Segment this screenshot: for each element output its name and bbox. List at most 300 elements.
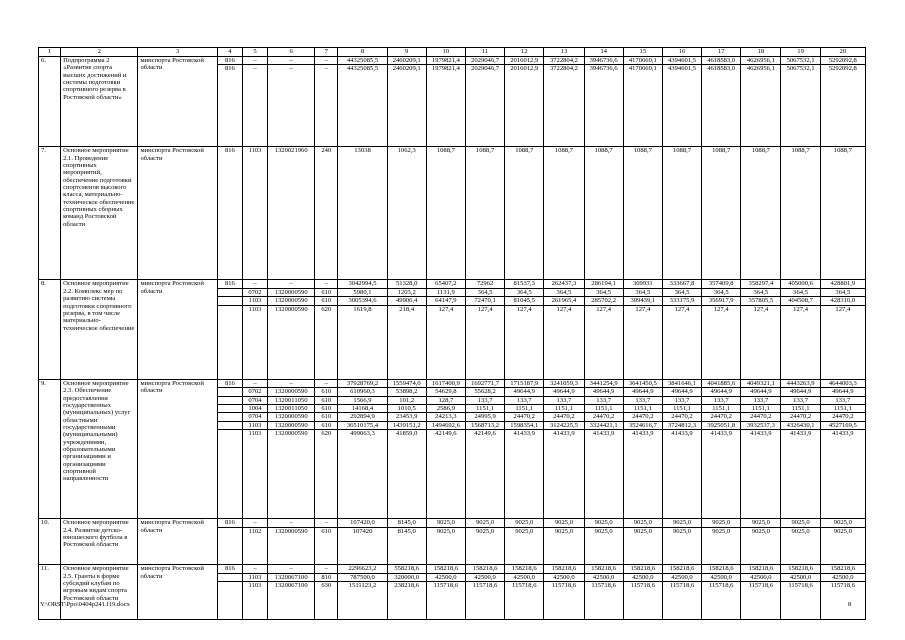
value-cell: 4618583,0 bbox=[702, 57, 741, 65]
value-cell bbox=[217, 288, 242, 296]
value-cell: 1088,7 bbox=[662, 147, 701, 280]
value-cell: 127,4 bbox=[781, 305, 820, 380]
value-cell: 5067532,1 bbox=[781, 57, 820, 65]
value-cell: 3124225,5 bbox=[544, 421, 584, 429]
value-cell: 1062,3 bbox=[387, 147, 426, 280]
value-cell: 3946736,6 bbox=[584, 65, 623, 147]
value-cell: 55628,2 bbox=[465, 388, 504, 396]
value-cell: 158218,6 bbox=[426, 565, 465, 573]
value-cell: 9025,0 bbox=[702, 527, 741, 565]
executor-cell: минспорта Ростовской области bbox=[138, 57, 217, 147]
value-cell: 42500,0 bbox=[426, 573, 465, 581]
value-cell: – bbox=[268, 565, 315, 573]
row-number-cell: 10. bbox=[39, 519, 61, 565]
value-cell: 81045,5 bbox=[505, 297, 544, 305]
value-cell: 816 bbox=[217, 519, 242, 527]
value-cell: 127,4 bbox=[426, 305, 465, 380]
value-cell: 24470,2 bbox=[741, 413, 781, 421]
value-cell: 9025,0 bbox=[820, 519, 865, 527]
value-cell: 1511123,2 bbox=[338, 582, 387, 620]
value-cell: 816 bbox=[217, 380, 242, 388]
value-cell: 72962 bbox=[465, 280, 504, 288]
value-cell: 1320021960 bbox=[268, 147, 315, 280]
value-cell: 364,5 bbox=[662, 288, 701, 296]
value-cell: 1320000590 bbox=[268, 527, 315, 565]
value-cell: 9025,0 bbox=[702, 519, 741, 527]
value-cell: 41433,9 bbox=[741, 430, 781, 519]
value-cell: 1103 bbox=[242, 573, 267, 581]
value-cell: 1320000590 bbox=[268, 430, 315, 519]
value-cell: 1559474,0 bbox=[387, 380, 426, 388]
value-cell: 404508,7 bbox=[781, 297, 820, 305]
value-cell: 1151,1 bbox=[544, 405, 584, 413]
program-name-cell: Основное мероприятие 2.1. Проведение спортивных мероприятий, обеспечение подготовки спортсменов высокого класса, материально-техническое обеспечение спортивных сборных команд Ростовской области bbox=[61, 147, 138, 280]
value-cell: 3724812,3 bbox=[662, 421, 701, 429]
value-cell: 9025,0 bbox=[505, 527, 544, 565]
value-cell: 240 bbox=[315, 147, 338, 280]
value-cell: 364,5 bbox=[465, 288, 504, 296]
value-cell: 115718,6 bbox=[465, 582, 504, 620]
program-name-cell: Подпрограмма 2 «Развитие спорта высших достижений и системы подготовки спортивного резерва в Ростовской области» bbox=[61, 57, 138, 147]
value-cell: 24470,2 bbox=[662, 413, 701, 421]
value-cell: 115718,6 bbox=[741, 582, 781, 620]
value-cell: 1151,1 bbox=[584, 405, 623, 413]
value-cell: 1004 bbox=[242, 405, 267, 413]
budget-table-sheet bbox=[38, 47, 866, 620]
value-cell bbox=[217, 413, 242, 421]
value-cell: 24470,2 bbox=[584, 413, 623, 421]
value-cell: 9025,0 bbox=[584, 527, 623, 565]
value-cell: 816 bbox=[217, 57, 242, 65]
value-cell: 42149,6 bbox=[426, 430, 465, 519]
value-cell: 1151,1 bbox=[781, 405, 820, 413]
value-cell: 816 bbox=[217, 65, 242, 147]
value-cell: – bbox=[242, 565, 267, 573]
value-cell: 238218,6 bbox=[387, 582, 426, 620]
value-cell: 320000,0 bbox=[387, 573, 426, 581]
value-cell: 115718,6 bbox=[662, 582, 701, 620]
value-cell: 3641450,5 bbox=[623, 380, 662, 388]
value-cell: 127,4 bbox=[662, 305, 701, 380]
value-cell: 2029046,7 bbox=[465, 57, 504, 65]
value-cell: 49644,9 bbox=[623, 388, 662, 396]
value-cell: 41433,9 bbox=[505, 430, 544, 519]
executor-cell: минспорта Ростовской области bbox=[138, 519, 217, 565]
value-cell: 558218,6 bbox=[387, 565, 426, 573]
value-cell: 133,7 bbox=[702, 396, 741, 404]
value-cell: 9025,0 bbox=[820, 527, 865, 565]
value-cell: 1617400,9 bbox=[426, 380, 465, 388]
value-cell: 133,7 bbox=[662, 396, 701, 404]
value-cell: 133,7 bbox=[781, 396, 820, 404]
value-cell: 127,4 bbox=[505, 305, 544, 380]
value-cell: 158218,6 bbox=[781, 565, 820, 573]
value-cell: 9025,0 bbox=[505, 519, 544, 527]
value-cell: 610 bbox=[315, 297, 338, 305]
value-cell: – bbox=[268, 280, 315, 288]
value-cell: 49906,4 bbox=[387, 297, 426, 305]
value-cell: 42500,0 bbox=[820, 573, 865, 581]
value-cell: 158218,6 bbox=[662, 565, 701, 573]
value-cell: 5980,1 bbox=[338, 288, 387, 296]
value-cell: 9025,0 bbox=[584, 519, 623, 527]
executor-cell: минспорта Ростовской области bbox=[138, 380, 217, 519]
value-cell bbox=[217, 582, 242, 620]
value-cell: 41433,9 bbox=[584, 430, 623, 519]
value-cell: 1320067100 bbox=[268, 582, 315, 620]
value-cell: 309439,1 bbox=[623, 297, 662, 305]
value-cell: 358297,4 bbox=[741, 280, 781, 288]
table-row bbox=[39, 519, 866, 527]
value-cell: – bbox=[315, 380, 338, 388]
value-cell: 42500,0 bbox=[584, 573, 623, 581]
value-cell: 81537,3 bbox=[505, 280, 544, 288]
value-cell: 364,5 bbox=[505, 288, 544, 296]
value-cell: 620 bbox=[315, 430, 338, 519]
value-cell: 9025,0 bbox=[544, 527, 584, 565]
value-cell: – bbox=[315, 280, 338, 288]
value-cell: 356917,9 bbox=[702, 297, 741, 305]
value-cell: 1715187,9 bbox=[505, 380, 544, 388]
value-cell: 42500,0 bbox=[702, 573, 741, 581]
value-cell: 5067532,1 bbox=[781, 65, 820, 147]
value-cell: 1979821,4 bbox=[426, 57, 465, 65]
value-cell: 3722804,2 bbox=[544, 65, 584, 147]
value-cell: 610 bbox=[315, 421, 338, 429]
value-cell: 610 bbox=[315, 527, 338, 565]
value-cell: 499063,3 bbox=[338, 430, 387, 519]
value-cell: 1203,2 bbox=[387, 288, 426, 296]
value-cell: 0704 bbox=[242, 413, 267, 421]
column-number-cell: 15 bbox=[623, 48, 662, 57]
executor-cell: минспорта Ростовской области bbox=[138, 280, 217, 380]
value-cell: – bbox=[315, 65, 338, 147]
value-cell: 816 bbox=[217, 280, 242, 288]
value-cell: 1103 bbox=[242, 147, 267, 280]
value-cell: 1320000590 bbox=[268, 413, 315, 421]
value-cell: 42500,0 bbox=[781, 573, 820, 581]
value-cell: 158218,6 bbox=[741, 565, 781, 573]
column-number-cell: 9 bbox=[387, 48, 426, 57]
column-number-cell: 17 bbox=[702, 48, 741, 57]
column-number-cell: 10 bbox=[426, 48, 465, 57]
value-cell: – bbox=[242, 280, 267, 288]
value-cell: 1619,8 bbox=[338, 305, 387, 380]
program-name-cell: Основное мероприятие 2.2. Комплекс мер по развитию системы подготовки спортивного резерва, в том числе материально-техническое обеспечение bbox=[61, 280, 138, 380]
budget-table bbox=[38, 47, 866, 620]
value-cell: 133,7 bbox=[465, 396, 504, 404]
value-cell: 9025,0 bbox=[741, 527, 781, 565]
value-cell: 610 bbox=[315, 396, 338, 404]
value-cell: 4170669,1 bbox=[623, 65, 662, 147]
value-cell: – bbox=[268, 57, 315, 65]
value-cell: 333175,9 bbox=[662, 297, 701, 305]
column-number-cell: 14 bbox=[584, 48, 623, 57]
value-cell: 115718,6 bbox=[781, 582, 820, 620]
value-cell: 1010,5 bbox=[387, 405, 426, 413]
value-cell: 620 bbox=[315, 305, 338, 380]
value-cell: – bbox=[242, 57, 267, 65]
column-number-cell: 7 bbox=[315, 48, 338, 57]
value-cell: 4527169,5 bbox=[820, 421, 865, 429]
value-cell: 1088,7 bbox=[584, 147, 623, 280]
value-cell: – bbox=[268, 65, 315, 147]
column-number-cell: 16 bbox=[662, 48, 701, 57]
value-cell: 128,7 bbox=[426, 396, 465, 404]
program-name-cell: Основное мероприятие 2.5. Гранты в форме субсидий клубам по игровым видам спорта Ростовской области bbox=[61, 565, 138, 619]
value-cell: 65407,2 bbox=[426, 280, 465, 288]
executor-cell: минспорта Ростовской области bbox=[138, 565, 217, 619]
value-cell: 1566,9 bbox=[338, 396, 387, 404]
value-cell: 41433,9 bbox=[702, 430, 741, 519]
value-cell: 292894,9 bbox=[338, 413, 387, 421]
value-cell: 41433,9 bbox=[781, 430, 820, 519]
value-cell: 14168,4 bbox=[338, 405, 387, 413]
value-cell: 1088,7 bbox=[702, 147, 741, 280]
value-cell: 357805,5 bbox=[741, 297, 781, 305]
value-cell: 1320000590 bbox=[268, 297, 315, 305]
value-cell: 1151,1 bbox=[662, 405, 701, 413]
value-cell: 49644,9 bbox=[702, 388, 741, 396]
value-cell: 364,5 bbox=[544, 288, 584, 296]
value-cell: 1320000590 bbox=[268, 388, 315, 396]
value-cell: 610 bbox=[315, 288, 338, 296]
value-cell: 1320000590 bbox=[268, 288, 315, 296]
value-cell: 610 bbox=[315, 388, 338, 396]
value-cell: 42500,0 bbox=[465, 573, 504, 581]
value-cell: 810 bbox=[315, 573, 338, 581]
value-cell: 1151,1 bbox=[505, 405, 544, 413]
value-cell: 107420,0 bbox=[338, 519, 387, 527]
value-cell: 309931 bbox=[623, 280, 662, 288]
value-cell: 4170669,1 bbox=[623, 57, 662, 65]
table-body bbox=[39, 48, 866, 620]
value-cell: 158218,6 bbox=[820, 565, 865, 573]
value-cell: 133,7 bbox=[544, 396, 584, 404]
value-cell: – bbox=[268, 380, 315, 388]
program-name-cell: Основное мероприятие 2.4. Развитие детско-юношеского футбола в Ростовской области bbox=[61, 519, 138, 565]
value-cell: 64147,9 bbox=[426, 297, 465, 305]
value-cell: 333667,8 bbox=[662, 280, 701, 288]
column-number-cell: 18 bbox=[741, 48, 781, 57]
program-name-cell: Основное мероприятие 2.3. Обеспечение предоставления государственных (муниципальных) услуг областными государственными (муниципальными) учреждениями, образовательными организациями и организациями спортивной направленности bbox=[61, 380, 138, 519]
row-number-cell: 8. bbox=[39, 280, 61, 380]
value-cell: 3005394,6 bbox=[338, 297, 387, 305]
value-cell: 41433,9 bbox=[820, 430, 865, 519]
value-cell: 610 bbox=[315, 413, 338, 421]
value-cell: 24470,2 bbox=[623, 413, 662, 421]
column-number-cell: 2 bbox=[61, 48, 138, 57]
value-cell: 24470,2 bbox=[820, 413, 865, 421]
page-number: 8 bbox=[848, 601, 852, 608]
value-cell: 610 bbox=[315, 405, 338, 413]
value-cell: 1131,9 bbox=[426, 288, 465, 296]
value-cell bbox=[217, 305, 242, 380]
value-cell: 115718,6 bbox=[820, 582, 865, 620]
value-cell: 49644,9 bbox=[662, 388, 701, 396]
value-cell: 41859,0 bbox=[387, 430, 426, 519]
table-row bbox=[39, 280, 866, 288]
value-cell: 2460209,1 bbox=[387, 65, 426, 147]
value-cell: 364,5 bbox=[702, 288, 741, 296]
value-cell: 41433,9 bbox=[623, 430, 662, 519]
value-cell: 115718,6 bbox=[544, 582, 584, 620]
value-cell: 0702 bbox=[242, 388, 267, 396]
value-cell: 9025,0 bbox=[623, 519, 662, 527]
value-cell: 816 bbox=[217, 147, 242, 280]
value-cell: 3042994,5 bbox=[338, 280, 387, 288]
value-cell: 1088,7 bbox=[623, 147, 662, 280]
value-cell: 23453,9 bbox=[387, 413, 426, 421]
column-number-cell: 3 bbox=[138, 48, 217, 57]
value-cell: 158218,6 bbox=[465, 565, 504, 573]
value-cell: 262437,3 bbox=[544, 280, 584, 288]
value-cell: 1151,1 bbox=[465, 405, 504, 413]
value-cell: 42500,0 bbox=[544, 573, 584, 581]
value-cell bbox=[217, 430, 242, 519]
value-cell: 1692771,7 bbox=[465, 380, 504, 388]
value-cell: 42500,0 bbox=[623, 573, 662, 581]
value-cell: 49644,9 bbox=[505, 388, 544, 396]
value-cell: 1103 bbox=[242, 421, 267, 429]
value-cell: 1439151,2 bbox=[387, 421, 426, 429]
table-row bbox=[39, 565, 866, 573]
value-cell: 53898,2 bbox=[387, 388, 426, 396]
value-cell: 261965,4 bbox=[544, 297, 584, 305]
value-cell: 1103 bbox=[242, 297, 267, 305]
value-cell: 816 bbox=[217, 565, 242, 573]
value-cell: 115718,6 bbox=[702, 582, 741, 620]
value-cell: 3324421,1 bbox=[584, 421, 623, 429]
value-cell: 127,4 bbox=[584, 305, 623, 380]
value-cell: 37928769,2 bbox=[338, 380, 387, 388]
value-cell: – bbox=[268, 519, 315, 527]
value-cell: 428310,0 bbox=[820, 297, 865, 305]
column-number-cell: 1 bbox=[39, 48, 61, 57]
value-cell: 1088,7 bbox=[465, 147, 504, 280]
value-cell: 9025,0 bbox=[426, 519, 465, 527]
value-cell: – bbox=[315, 519, 338, 527]
value-cell: 1088,7 bbox=[505, 147, 544, 280]
value-cell: 4041885,6 bbox=[702, 380, 741, 388]
value-cell: 158218,6 bbox=[702, 565, 741, 573]
value-cell: 1102 bbox=[242, 527, 267, 565]
value-cell bbox=[217, 527, 242, 565]
value-cell: 1088,7 bbox=[781, 147, 820, 280]
value-cell: 3841646,1 bbox=[662, 380, 701, 388]
value-cell: 127,4 bbox=[820, 305, 865, 380]
value-cell: 9025,0 bbox=[426, 527, 465, 565]
value-cell: 1320011050 bbox=[268, 405, 315, 413]
value-cell: 3722804,2 bbox=[544, 57, 584, 65]
value-cell: 5292092,8 bbox=[820, 65, 865, 147]
value-cell: 13038 bbox=[338, 147, 387, 280]
value-cell: 24470,2 bbox=[544, 413, 584, 421]
value-cell: 127,4 bbox=[465, 305, 504, 380]
value-cell: – bbox=[242, 65, 267, 147]
value-cell: 49644,9 bbox=[741, 388, 781, 396]
value-cell: 4394601,5 bbox=[662, 57, 701, 65]
value-cell bbox=[217, 297, 242, 305]
column-number-cell: 12 bbox=[505, 48, 544, 57]
value-cell: 4049321,1 bbox=[741, 380, 781, 388]
value-cell: 49644,9 bbox=[781, 388, 820, 396]
value-cell bbox=[217, 388, 242, 396]
column-number-cell: 19 bbox=[781, 48, 820, 57]
value-cell: 3441254,9 bbox=[584, 380, 623, 388]
value-cell: 364,5 bbox=[820, 288, 865, 296]
value-cell: 2296623,2 bbox=[338, 565, 387, 573]
value-cell: 9025,0 bbox=[623, 527, 662, 565]
value-cell: 133,7 bbox=[741, 396, 781, 404]
value-cell: 9025,0 bbox=[465, 519, 504, 527]
value-cell: 0702 bbox=[242, 288, 267, 296]
value-cell: 8145,0 bbox=[387, 527, 426, 565]
value-cell: 36510175,4 bbox=[338, 421, 387, 429]
value-cell: – bbox=[315, 565, 338, 573]
value-cell: 4626956,1 bbox=[741, 57, 781, 65]
value-cell: 24213,3 bbox=[426, 413, 465, 421]
row-number-cell: 7. bbox=[39, 147, 61, 280]
value-cell: 9025,0 bbox=[662, 527, 701, 565]
value-cell: 1979821,4 bbox=[426, 65, 465, 147]
value-cell: 158218,6 bbox=[505, 565, 544, 573]
value-cell: 42500,0 bbox=[505, 573, 544, 581]
row-number-cell: 6. bbox=[39, 57, 61, 147]
table-row bbox=[39, 380, 866, 388]
value-cell: 24470,2 bbox=[781, 413, 820, 421]
value-cell: 9025,0 bbox=[662, 519, 701, 527]
value-cell: 1568713,2 bbox=[465, 421, 504, 429]
value-cell: 1494692,6 bbox=[426, 421, 465, 429]
value-cell: 364,5 bbox=[741, 288, 781, 296]
value-cell: 4326430,1 bbox=[781, 421, 820, 429]
value-cell: 1103 bbox=[242, 582, 267, 620]
value-cell: – bbox=[315, 57, 338, 65]
value-cell: 1320000590 bbox=[268, 421, 315, 429]
value-cell: – bbox=[242, 519, 267, 527]
column-number-cell: 6 bbox=[268, 48, 315, 57]
value-cell: 2586,9 bbox=[426, 405, 465, 413]
footer-file-path: Y:\ORST\Ppo\0404p241.f19.docx bbox=[40, 601, 130, 608]
value-cell: 4394601,5 bbox=[662, 65, 701, 147]
value-cell: 1151,1 bbox=[820, 405, 865, 413]
column-number-cell: 20 bbox=[820, 48, 865, 57]
value-cell: 54629,8 bbox=[426, 388, 465, 396]
value-cell: 9025,0 bbox=[544, 519, 584, 527]
value-cell: 49644,9 bbox=[820, 388, 865, 396]
value-cell: 44325085,5 bbox=[338, 57, 387, 65]
value-cell: 1151,1 bbox=[702, 405, 741, 413]
value-cell: 3241059,3 bbox=[544, 380, 584, 388]
value-cell: 0704 bbox=[242, 396, 267, 404]
value-cell: 42500,0 bbox=[662, 573, 701, 581]
value-cell: 1151,1 bbox=[623, 405, 662, 413]
value-cell: 133,7 bbox=[623, 396, 662, 404]
value-cell: 2029046,7 bbox=[465, 65, 504, 147]
value-cell: 133,7 bbox=[505, 396, 544, 404]
value-cell: 3946736,6 bbox=[584, 57, 623, 65]
value-cell: 787500,0 bbox=[338, 573, 387, 581]
value-cell: – bbox=[242, 380, 267, 388]
value-cell: 24470,2 bbox=[702, 413, 741, 421]
column-number-cell: 5 bbox=[242, 48, 267, 57]
value-cell: 285702,2 bbox=[584, 297, 623, 305]
column-number-cell: 4 bbox=[217, 48, 242, 57]
value-cell: 1103 bbox=[242, 430, 267, 519]
value-cell: 1320067100 bbox=[268, 573, 315, 581]
value-cell: 3925051,8 bbox=[702, 421, 741, 429]
